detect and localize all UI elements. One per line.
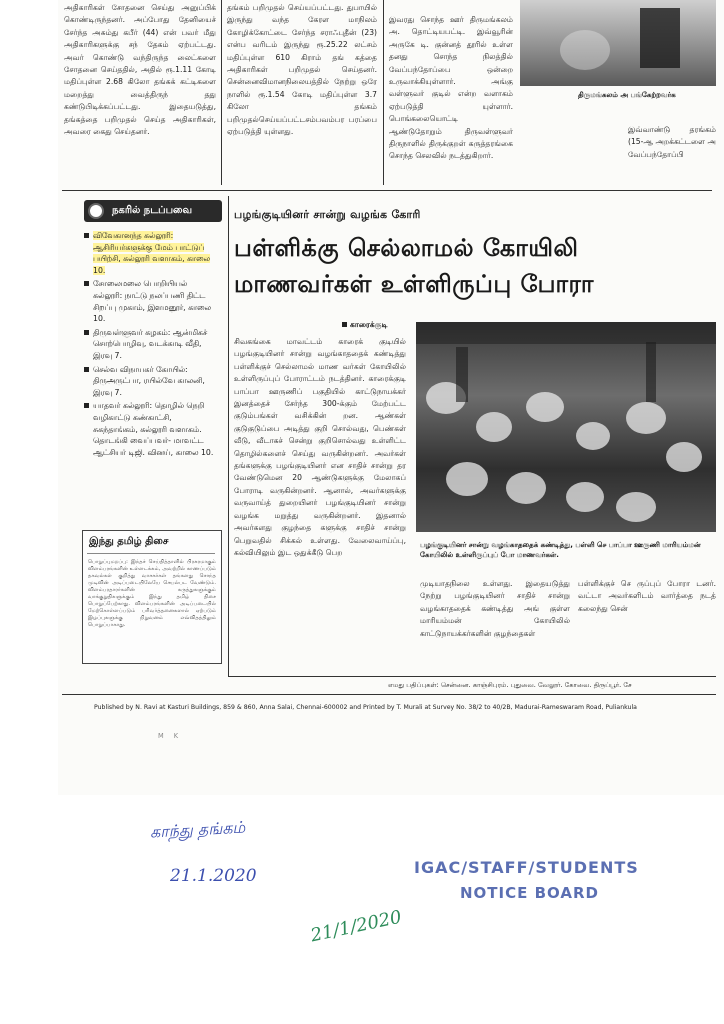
footer-rule — [228, 676, 716, 677]
events-section-title: நகரில் நடப்பவை — [112, 205, 193, 216]
notice-board-stamp-line1: IGAC/STAFF/STUDENTS — [414, 858, 639, 877]
top-article-col3: இவரது சொந்த ஊர் திருமங்கலம் அ. தொட்டியபட்டி. இவ்வூரின் அருகே டி. குன்னத் தூரில் உள்ள தனது சொந்த நிலத்தில் வேப்பந்தோப்பை ஒன்றை உருவாக்கியுள்ளார். அங்கு வள்ளுவர் குடில் என்ற வளாகம் ஏற்படுத்தி யுள்ளார். பொங்கலையொட்டி ஆண்டுதோறும் திருவள்ளுவர் திருநாளில் திருக்குறள் கருத்தரங்கை சொந்த செலவில் நடத்துகிறார். — [389, 15, 513, 161]
event-text: விவேகானந்த கல்லூரி: ஆசிரியர்களுக்கு மேம் பாட்டுப் பயிற்சி, கல்லூரி வளாகம், காலை 10. — [93, 231, 210, 275]
photo-caption: பழங்குடியினர் சான்று வழங்காததைக் கண்டித்து, பள்ளி செ பாப்பா ஊருணி மாரியம்மன் கோயிலில் உள்ளிருப்புப் போ மாணவர்கள். — [420, 541, 701, 559]
handwritten-name: காந்து தங்கம் — [149, 817, 246, 842]
handwritten-date: 21.1.2020 — [170, 866, 257, 886]
event-text: யாதவர் கல்லூரி: தொழில் நெறி வழிகாட்டு கண்காட்சி, சுகந்தாங்கம், கல்லூரி வளாகம். தொடங்கி வைப்பவர்- மாவட்ட ஆட்சியர் டிஜி. வினய், காலை 10. — [93, 401, 214, 457]
list-item — [84, 364, 214, 399]
box-rule — [87, 553, 215, 554]
section-divider — [62, 190, 712, 191]
column-rule — [228, 196, 229, 676]
headline-line1: பள்ளிக்கு செல்லாமல் கோயிலி — [234, 234, 579, 262]
story-col1: சிவகங்கை மாவட்டம் காரைக் குடியில் பழங்குடியினர் சான்று வழங்காததைக் கண்டித்து பள்ளிக்குச் செல்லாமல் மாண வர்கள் கோயிலில் உள்ளிருப்புப் போராட்டம் நடத்தினர். காரைக்குடி பாப்பா ஊருணிப் பகுதியில் காட்டுநாயக்கர் இனத்தைச் சேர்ந்த 300-க்கும் மேற்பட்ட குடும்பங்கள் வசிக்கின் றன. ஆண்கள் குடுகுடுப்பை அடித்து குறி சொல்வது, பெண்கள் வீடு, வீடாகச் சென்று குறிசொல்வது உள்ளிட்ட தொழில்களைச் செய்து வருகின்றனர். அவர்கள் தங்களுக்கு பழங்குடியினர் என சாதிச் சான்று தர வேண்டுமென 20 ஆண்டுகளுக்கு மேலாகப் போராடி வருகின்றனர். ஆனால், அவர்களுக்கு வருவாய்த் துறையினர் பழங்குடியினர் சான்று வழங்க மறுத்து வருகின்றனர். இதனால் அவர்களது குழந்தை களுக்கு சாதிச் சான்று பெறுவதில் சிக்கல் உள்ளது. வேலைவாய்ப்பு, கல்வியிலும் இட ஒதுக்கீடு பெற — [234, 337, 406, 557]
story-kicker: பழங்குடியினர் சான்று வழங்க கோரி — [234, 208, 421, 221]
top-photo-caption: திருமங்கலம் அ பங்கேற்றவர்க — [578, 91, 676, 99]
list-item — [84, 327, 214, 362]
disclaimer-text: பொறுப்புமறப்பு: இந்தச் செய்தித்தாளில் பிரசுரமாகும் விளம்பரங்களின் உள்ளடக்கம், அவற்றில் காணப்படும் தகவல்கள் குறித்து வாசகர்கள் தங்களது சொந்த முடிவின் அடிப்படையிலேயே செயல்பட வேண்டும். விளம்பரதாரர்களின் கருத்துகளுக்கும் வாக்குறுதிகளுக்கும் இந்து தமிழ் திசை பொறுப்பேற்காது. விளம்பரங்களின் அடிப்படையில் மேற்கொள்ளப்படும் பரிவர்த்தனைகளால் ஏற்படும் இழப்புகளுக்கு நிறுவனம் எவ்விதத்திலும் பொறுப்பாகாது. — [88, 559, 216, 628]
editions-line: எமது பதிப்புகள்: சென்னை. காஞ்சிபுரம். புதுவை. வேலூர். கோவை. திருப்பூர். சே — [388, 681, 632, 689]
top-article-col1: அதிகாரிகள் சோதனை செய்து அனுப்பிக் கொண்டிருந்தனர். அப்போது தேனியைச் சேர்ந்த அசும்து கபீர் (44) என் பவர் மீது அதிகாரிகளுக்கு சந் தேகம் ஏற்பட்டது. அவர் கொண்டு வந்திருந்த லைட்களை சோதனை செய்ததில், அதில் ரூ.1.11 கோடி மதிப்புள்ள 2.68 கிலோ தங்கக் கட்டிகளை மறைத்து வைத்திருந் தது கண்டுபிடிக்கப்பட்டது. இதையடுத்து, தங்கத்தை பறிமுதல் செய்த அதிகாரிகள், அவரை கைது செய்தனர். — [64, 3, 216, 137]
story-col3: பள்ளிக்குச் செ ருப்புப் போரா டனர். வட்டா அவர்களிடம் வார்த்தை நடத் கலைந்து சென் — [578, 579, 716, 613]
events-section-banner — [84, 200, 222, 222]
event-text: செல்வ விநாயகர் கோயில்: திருஅருட்பா, ரயில்வே காலனி, இரவு 7. — [93, 364, 205, 397]
city-logo-icon — [88, 203, 104, 219]
event-text: திருவள்ளுவர் கழகம்: ஆன்மிகச் சொற்பொழிவு, வடக்காடி வீதி, இரவு 7. — [93, 327, 208, 360]
newspaper-logo: இந்து தமிழ் திசை — [89, 536, 169, 547]
imprint-line: Published by N. Ravi at Kasturi Buildings, 859 & 860, Anna Salai, Chennai-600002 and Printed by T. Murali at Survey No. 38/2 to 40/2B, Madurai-Rameswaram Road, Puliankula — [94, 704, 637, 711]
list-item — [84, 230, 214, 276]
column-rule — [383, 0, 384, 185]
list-item — [84, 278, 214, 324]
events-list — [84, 230, 214, 460]
handwritten-initials: 21/1/2020 — [308, 906, 404, 947]
top-article-col2: தங்கம் பறிமுதல் செய்யப்பட்டது. துபாயில் இருந்து வந்த கேரள மாநிலம் கோழிக்கோட்டை சேர்ந்த சராஃபுதீன் (23) என்ப வரிடம் இருந்து ரூ.25.22 லட்சம் மதிப்புள்ள 610 கிராம் தங் கத்தை அதிகாரிகள் பறிமுதல் செய்தனர். சென்னைவிமானநிலையத்தில் நேற்று ஒரே நாளில் ரூ.1.54 கோடி மதிப்புள்ள 3.7 கிலோ தங்கம் பறிமுதல்செய்யப்பட்டசம்பவம்பர பரப்பை ஏற்படுத்தி யுள்ளது. — [227, 3, 377, 137]
story-col2: முடியாதநிலை உள்ளது. இதையடுத்து நேற்று பழங்குடியினர் சாதிச் சான்று வழங்காததைக் கண்டித்து அங் குள்ள மாரியம்மன் கோயிலில் காட்டுநாயக்கர்களின் குழந்தைகள் — [420, 579, 570, 638]
students-photo — [416, 322, 716, 532]
headline-line2: மாணவர்கள் உள்ளிருப்பு போரா — [234, 270, 594, 298]
top-article-col4: இவ்வாண்டு தரங்கம் (15-ஆ அறக்கட்டளை அ வேப்பந்தோப்பி — [628, 125, 716, 159]
footer-rule — [62, 694, 716, 695]
newspaper-clipping — [58, 0, 724, 795]
list-item — [84, 400, 214, 458]
top-photo — [520, 0, 716, 86]
notice-board-stamp-line2: NOTICE BOARD — [460, 884, 599, 902]
story-byline: காரைக்குடி — [342, 320, 388, 330]
margin-mark: M K — [158, 732, 183, 740]
event-text: சோலைமலை பொறியியல் கல்லூரி: நாட்டு நலப்பணி திட்ட சிறப்பு முகாம், இளமனூர், காலை 10. — [93, 279, 212, 324]
disclaimer-box — [82, 530, 222, 664]
column-rule — [221, 0, 222, 185]
